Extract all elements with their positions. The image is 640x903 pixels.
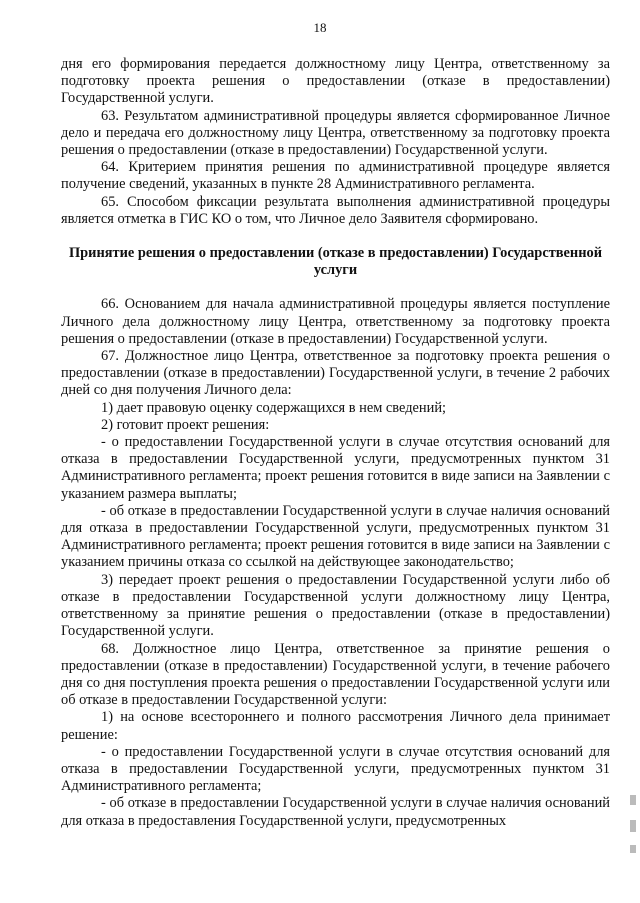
list-item: 2) готовит проект решения: (101, 416, 270, 433)
scan-edge-mark (630, 795, 636, 805)
document-body (61, 56, 610, 830)
list-item: 1) на основе всестороннего и полного рассмотрения Личного дела принимает решение: (61, 709, 610, 743)
paragraph: 68. Должностное лицо Центра, ответственное за принятие решения о предоставлении (отказе в предоставлении) Государственной услуги, в течение рабочего дня со дня поступления проекта решения о предоставлении Государственной услуги или об отказе в предоставлении Государственной услуги: (61, 640, 610, 709)
list-item: 1) дает правовую оценку содержащихся в нем сведений; (101, 399, 447, 416)
scan-edge-mark (630, 820, 636, 832)
paragraph: 66. Основанием для начала административной процедуры является поступление Личного дела должностному лицу Центра, ответственному за подготовку проекта решения о предоставлении (отказе в предоставлении) Государственной услуги. (61, 296, 610, 347)
scan-edge-mark (630, 845, 636, 853)
paragraph: - о предоставлении Государственной услуги в случае отсутствия оснований для отказа в предоставлении Государственной услуги, предусмотренных пунктом 31 Административного регламента; (61, 743, 610, 795)
paragraph: - об отказе в предоставлении Государственной услуги в случае наличия оснований для отказа в предоставления Государственной услуги, предусмотренных (61, 795, 610, 829)
paragraph: дня его формирования передается должностному лицу Центра, ответственному за подготовку проекта решения о предоставлении (отказе в предоставлении) Государственной услуги. (61, 56, 610, 107)
paragraph: 67. Должностное лицо Центра, ответственное за подготовку проекта решения о предоставлении (отказе в предоставлении) Государственной услуги, в течение 2 рабочих дней со дня получения Личного дела: (61, 348, 610, 399)
paragraph: 63. Результатом административной процедуры является сформированное Личное дело и передача его должностному лицу Центра, ответственному за подготовку проекта решения о предоставлении (отказе в предоставлении) Государственной услуги. (61, 107, 610, 159)
paragraph: 65. Способом фиксации результата выполнения административной процедуры является отметка в ГИС КО о том, что Личное дело Заявителя сформировано. (61, 193, 610, 227)
paragraph: - об отказе в предоставлении Государственной услуги в случае наличия оснований для отказа в предоставлении Государственной услуги, предусмотренных пунктом 31 Административного регламента; проект решения готовится в виде записи на Заявлении с указанием причины отказа со ссылкой на действующее законодательство; (61, 502, 610, 571)
page-number: 18 (313, 20, 327, 35)
list-item: 3) передает проект решения о предоставлении Государственной услуги либо об отказе в предоставлении Государственной услуги должностному лицу Центра, ответственному за принятие решения о предоставлении (отказе в предоставлении) Государственной услуги. (61, 571, 610, 640)
paragraph: - о предоставлении Государственной услуги в случае отсутствия оснований для отказа в предоставлении Государственной услуги, предусмотренных пунктом 31 Административного регламента; проект решения готовится в виде записи на Заявлении с указанием размера выплаты; (61, 434, 610, 502)
paragraph: 64. Критерием принятия решения по административной процедуре является получение сведений, указанных в пункте 28 Административного регламента. (61, 159, 610, 193)
section-heading: Принятие решения о предоставлении (отказе в предоставлении) Государственной услуги (68, 245, 602, 279)
